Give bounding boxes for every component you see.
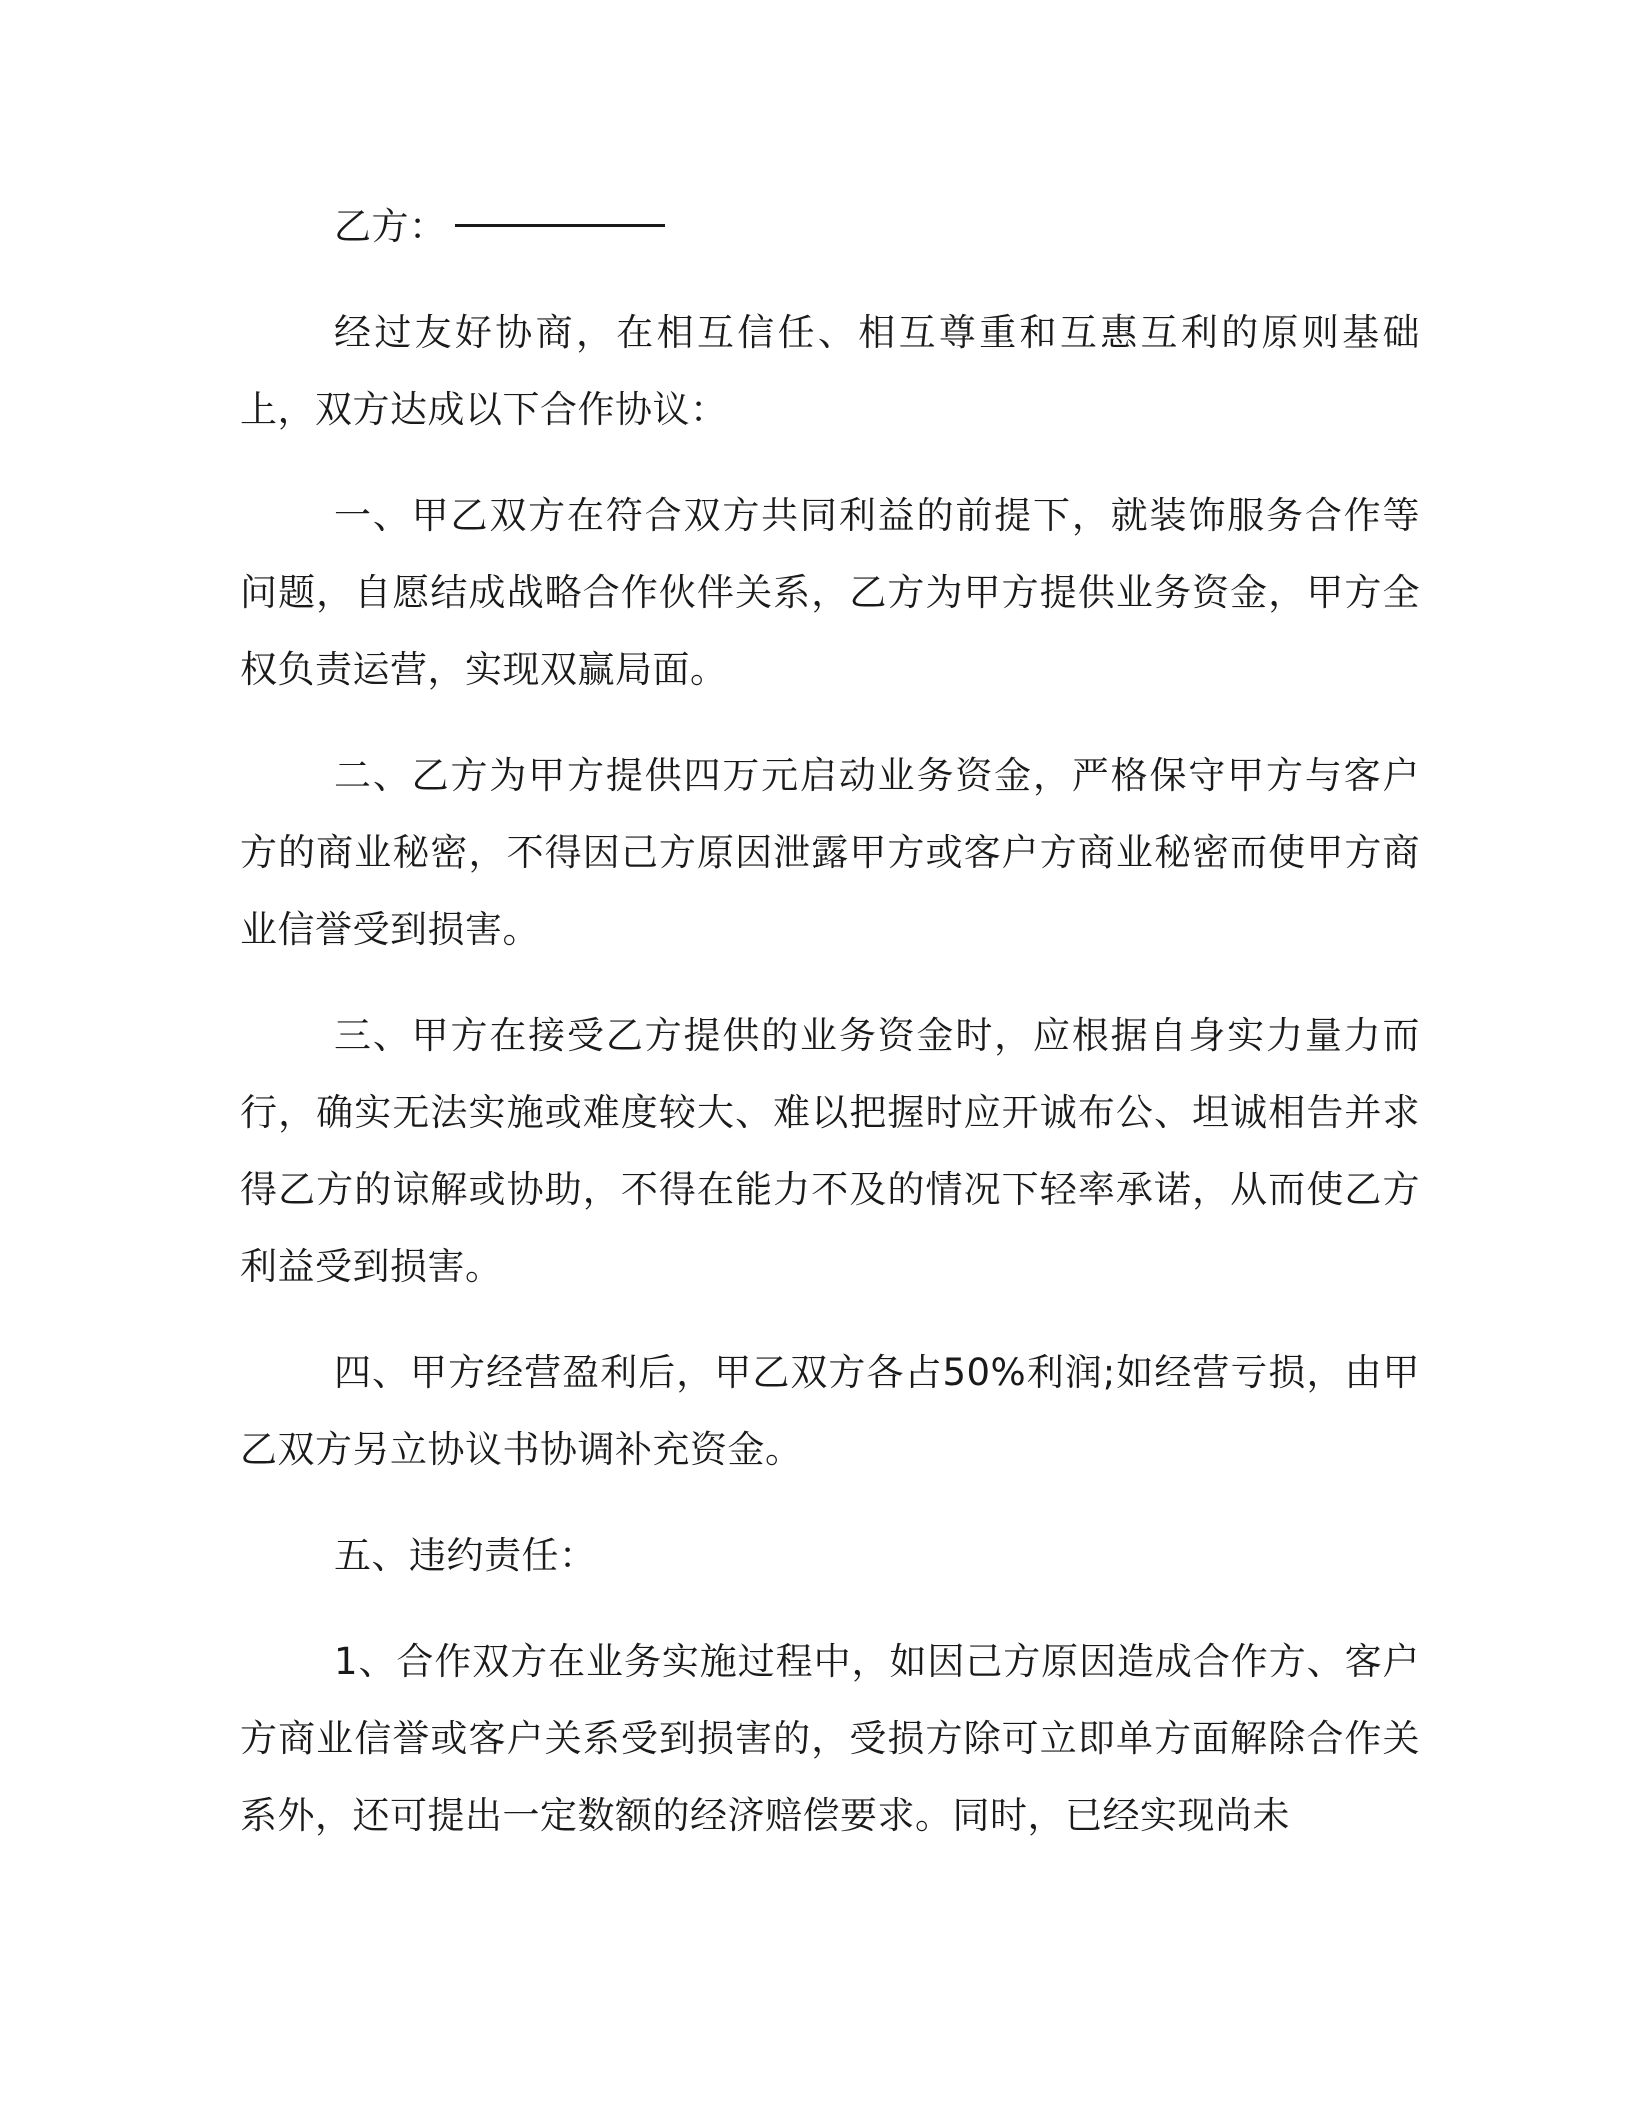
clause-5-item-1: 1、合作双方在业务实施过程中，如因己方原因造成合作方、客户方商业信誉或客户关系受到损害的，受损方除可立即单方面解除合作关系外，还可提出一定数额的经济赔偿要求。同时，已经实现尚未	[240, 1640, 1420, 1837]
party-b-blank	[455, 224, 665, 227]
party-b-line	[240, 188, 1420, 265]
clause-1: 一、甲乙双方在符合双方共同利益的前提下，就装饰服务合作等问题，自愿结成战略合作伙伴关系，乙方为甲方提供业务资金，甲方全权负责运营，实现双赢局面。	[240, 494, 1420, 691]
document-body	[240, 188, 1420, 1854]
clause-3: 三、甲方在接受乙方提供的业务资金时，应根据自身实力量力而行，确实无法实施或难度较大、难以把握时应开诚布公、坦诚相告并求得乙方的谅解或协助，不得在能力不及的情况下轻率承诺，从而使乙方利益受到损害。	[240, 1014, 1420, 1288]
party-b-label: 乙方：	[334, 205, 447, 248]
intro-paragraph: 经过友好协商，在相互信任、相互尊重和互惠互利的原则基础上，双方达成以下合作协议：	[240, 311, 1420, 431]
clause-5-heading: 五、违约责任：	[334, 1534, 597, 1577]
clause-4: 四、甲方经营盈利后，甲乙双方各占50%利润;如经营亏损，由甲乙双方另立协议书协调补充资金。	[240, 1351, 1420, 1471]
clause-2: 二、乙方为甲方提供四万元启动业务资金，严格保守甲方与客户方的商业秘密，不得因己方原因泄露甲方或客户方商业秘密而使甲方商业信誉受到损害。	[240, 754, 1420, 951]
